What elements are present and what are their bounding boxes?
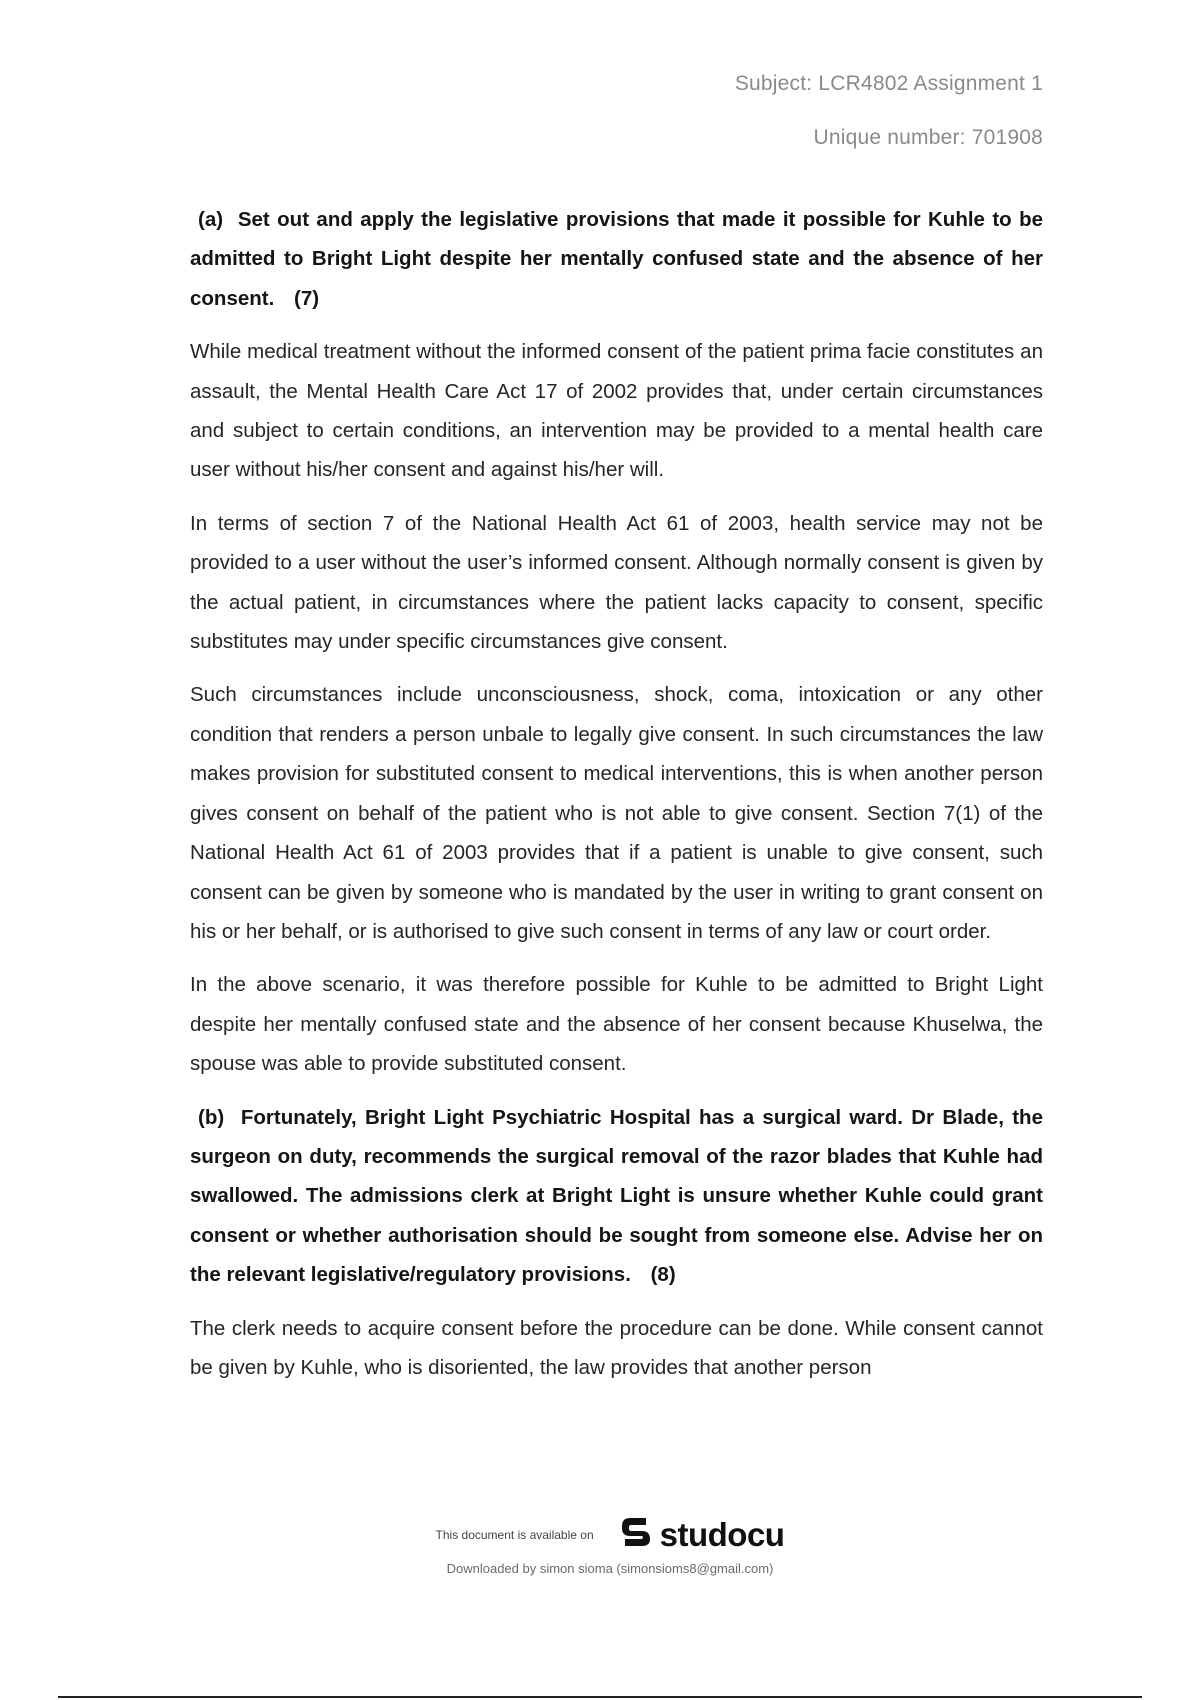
question-b-label: (b): [198, 1105, 225, 1129]
page-footer: [0, 1512, 1200, 1576]
page-bottom-divider: [58, 1696, 1142, 1698]
answer-a-paragraph-4: In the above scenario, it was therefore possible for Kuhle to be admitted to Bright Light despite her mentally confused state and the absence of her consent because Khuselwa, the spouse was able to provide substituted consent.: [190, 973, 1043, 1076]
assignment-subject: Subject: LCR4802 Assignment 1: [734, 72, 1043, 95]
question-b-marks: (8): [650, 1263, 676, 1287]
studocu-logo-icon: [616, 1512, 656, 1557]
question-a: [190, 200, 1043, 318]
answer-b-paragraph-1: The clerk needs to acquire consent before the procedure can be done. While consent cannot be given by Kuhle, who is disoriented, the law provides that another person: [190, 1316, 1043, 1379]
question-a-marks: (7): [294, 286, 320, 310]
studocu-brand-link[interactable]: [616, 1512, 785, 1557]
question-a-label: (a): [198, 208, 224, 231]
download-attribution: Downloaded by simon sioma (simonsioms8@gmail.com): [446, 1561, 774, 1576]
document-body: [190, 200, 1043, 1401]
question-a-text: Set out and apply the legislative provisions that made it possible for Kuhle to be admitted to Bright Light despite her mentally confused state and the absence of her consent.: [190, 208, 1043, 310]
question-b: [190, 1098, 1043, 1295]
studocu-wordmark: studocu: [659, 1515, 785, 1553]
availability-text: This document is available on: [435, 1527, 594, 1542]
answer-a-paragraph-2: In terms of section 7 of the National Health Act 61 of 2003, health service may not be provided to a user without the user’s informed consent. Although normally consent is given by the actual patient, in circumstances where the patient lacks capacity to consent, specific substitutes may under specific circumstances give consent.: [190, 511, 1043, 654]
answer-a-paragraph-1: While medical treatment without the informed consent of the patient prima facie constitutes an assault, the Mental Health Care Act 17 of 2002 provides that, under certain circumstances and subject to certain conditions, an intervention may be provided to a mental health care user without his/her consent and against his/her will.: [190, 340, 1043, 482]
question-b-text: Fortunately, Bright Light Psychiatric Hospital has a surgical ward. Dr Blade, the surgeon on duty, recommends the surgical removal of the razor blades that Kuhle had swallowed. The admissions clerk at Bright Light is unsure whether Kuhle could grant consent or whether authorisation should be sought from someone else. Advise her on the relevant legislative/regulatory provisions.: [190, 1105, 1043, 1287]
unique-number: Unique number: 701908: [813, 126, 1043, 149]
answer-a-paragraph-3: Such circumstances include unconsciousness, shock, coma, intoxication or any other condition that renders a person unbale to legally give consent. In such circumstances the law makes provision for substituted consent to medical interventions, this is when another person gives consent on behalf of the patient who is not able to give consent. Section 7(1) of the National Health Act 61 of 2003 provides that if a patient is unable to give consent, such consent can be given by someone who is mandated by the user in writing to grant consent on his or her behalf, or is authorised to give such consent in terms of any law or court order.: [190, 683, 1043, 943]
